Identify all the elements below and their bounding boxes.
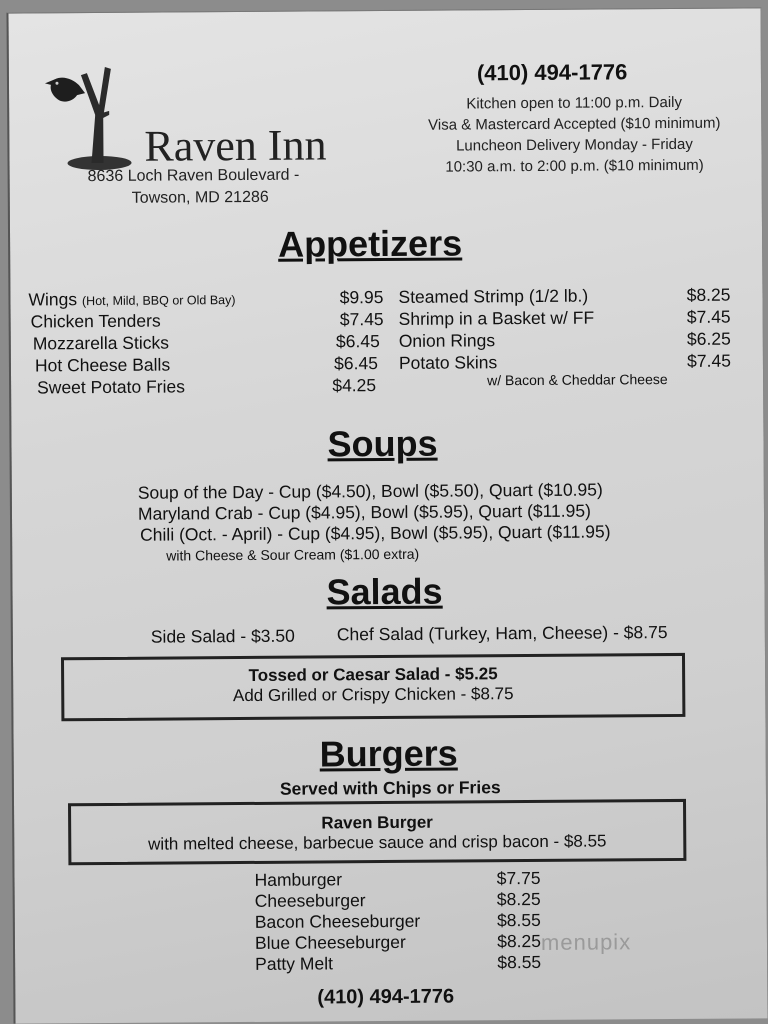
potato-skins-note: w/ Bacon & Cheddar Cheese — [487, 371, 668, 389]
menu-item — [255, 952, 541, 975]
menu-item — [255, 931, 541, 954]
appetizers-right-column — [398, 285, 731, 389]
item-name: Shrimp in a Basket w/ FF — [398, 307, 595, 329]
tossed-salad-box — [61, 653, 685, 721]
raven-burger-desc: with melted cheese, barbecue sauce and crisp bacon - $8.55 — [148, 831, 607, 854]
header-phone: (410) 494-1776 — [476, 59, 628, 86]
item-price: $7.45 — [339, 309, 384, 330]
item-price: $6.45 — [334, 353, 379, 374]
menu-item — [35, 353, 384, 377]
item-note: (Hot, Mild, BBQ or Old Bay) — [81, 293, 236, 309]
info-line: 10:30 a.m. to 2:00 p.m. ($10 minimum) — [445, 156, 704, 176]
item-name: Wings — [28, 289, 78, 310]
menu-item — [37, 375, 384, 399]
menu-item — [254, 868, 540, 891]
item-name: Potato Skins — [398, 352, 498, 373]
menu-item — [33, 331, 384, 355]
item-price: $7.75 — [496, 867, 541, 889]
item-price: $4.25 — [332, 375, 377, 396]
burgers-heading: Burgers — [319, 732, 458, 775]
soups-heading: Soups — [327, 422, 438, 465]
item-price: $8.55 — [496, 909, 541, 931]
item-name: Bacon Cheeseburger — [254, 910, 421, 932]
item-name: Cheeseburger — [254, 890, 366, 911]
appetizers-left-column — [28, 287, 384, 399]
tossed-salad-line: Tossed or Caesar Salad - $5.25 — [248, 664, 498, 685]
info-line: Kitchen open to 11:00 p.m. Daily — [466, 93, 683, 113]
item-price: $7.45 — [686, 306, 731, 327]
menu-item — [28, 287, 383, 311]
item-name: Onion Rings — [398, 330, 496, 351]
menu-item — [399, 329, 731, 353]
menu-sheet — [6, 7, 768, 1023]
item-price: $9.95 — [339, 287, 384, 308]
info-block — [409, 92, 740, 178]
soup-line: Soup of the Day - Cup ($4.50), Bowl ($5.50), Quart ($10.95) — [137, 479, 603, 503]
item-name: Patty Melt — [255, 953, 334, 974]
item-price: $7.45 — [687, 350, 731, 371]
item-price: $8.25 — [686, 284, 731, 305]
appetizers-heading: Appetizers — [277, 222, 463, 265]
chef-salad: Chef Salad (Turkey, Ham, Cheese) - $8.75 — [336, 622, 668, 645]
salads-heading: Salads — [326, 570, 443, 613]
item-price: $8.25 — [496, 888, 541, 910]
soup-line: Chili (Oct. - April) - Cup ($4.95), Bowl ($5.95), Quart ($11.95) — [140, 521, 611, 545]
raven-burger-box — [68, 799, 686, 865]
address-line-1: 8636 Loch Raven Boulevard - — [87, 166, 300, 186]
menu-item — [255, 910, 541, 933]
menupix-watermark: menupix — [540, 929, 632, 955]
item-name: Chicken Tenders — [30, 310, 161, 332]
chili-note: with Cheese & Sour Cream ($1.00 extra) — [166, 545, 420, 564]
address-line-2: Towson, MD 21286 — [131, 188, 269, 207]
item-price: $6.25 — [686, 328, 731, 349]
burgers-subtitle: Served with Chips or Fries — [279, 777, 501, 799]
soup-line: Maryland Crab - Cup ($4.95), Bowl ($5.95), Quart ($11.95) — [137, 500, 591, 524]
raven-tree-logo — [39, 55, 140, 176]
side-salad: Side Salad - $3.50 — [150, 625, 295, 647]
menu-item — [31, 309, 384, 333]
menu-item — [399, 351, 731, 375]
item-name: Hot Cheese Balls — [34, 354, 171, 376]
item-price: $8.55 — [497, 951, 542, 973]
menu-item — [399, 307, 731, 331]
menu-item — [398, 285, 730, 309]
item-name: Mozzarella Sticks — [32, 332, 170, 354]
footer-phone: (410) 494-1776 — [317, 985, 455, 1009]
burger-list — [254, 868, 541, 975]
item-name: Steamed Strimp (1/2 lb.) — [398, 285, 589, 307]
item-price: $8.25 — [497, 930, 542, 952]
add-chicken-line: Add Grilled or Crispy Chicken - $8.75 — [232, 684, 514, 706]
item-price: $6.45 — [335, 331, 380, 352]
item-name: Blue Cheeseburger — [254, 931, 406, 953]
brand-name: Raven Inn — [144, 120, 327, 171]
raven-burger-title: Raven Burger — [321, 812, 433, 833]
item-name: Hamburger — [254, 869, 343, 890]
info-line: Visa & Mastercard Accepted ($10 minimum) — [428, 114, 721, 134]
info-line: Luncheon Delivery Monday - Friday — [455, 135, 693, 155]
soups-list — [138, 479, 611, 566]
item-name: Sweet Potato Fries — [37, 376, 186, 398]
menu-item — [255, 889, 541, 912]
